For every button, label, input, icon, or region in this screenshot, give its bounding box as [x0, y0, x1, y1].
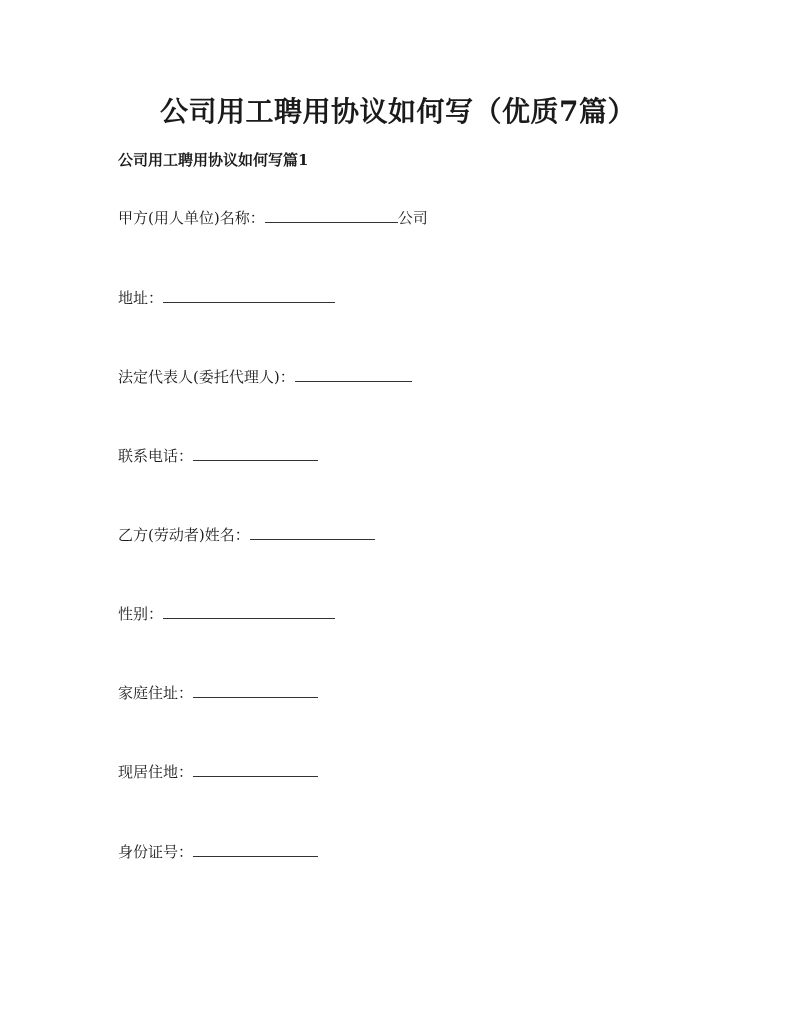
fill-in-blank[interactable]: [163, 288, 335, 303]
field-label: 性别：: [118, 605, 164, 623]
field-home-address: [118, 683, 318, 703]
field-label: 身份证号：: [118, 843, 194, 861]
field-label: 地址：: [118, 289, 164, 307]
section-heading: 公司用工聘用协议如何写篇1: [118, 151, 309, 169]
fill-in-blank[interactable]: [193, 446, 318, 461]
document-title: 公司用工聘用协议如何写（优质7篇）: [160, 95, 636, 128]
field-id-number: [118, 842, 318, 862]
fill-in-blank[interactable]: [193, 683, 318, 698]
field-label: 乙方(劳动者)姓名：: [118, 526, 250, 544]
field-label: 法定代表人(委托代理人)：: [118, 368, 295, 386]
field-current-residence: [118, 762, 318, 782]
fill-in-blank[interactable]: [163, 604, 335, 619]
field-label: 现居住地：: [118, 763, 194, 781]
field-legal-representative: [118, 367, 412, 387]
field-phone: [118, 446, 318, 466]
field-gender: [118, 604, 335, 624]
fill-in-blank[interactable]: [250, 525, 375, 540]
field-label: 甲方(用人单位)名称：: [118, 209, 265, 227]
fill-in-blank[interactable]: [193, 842, 318, 857]
field-label: 联系电话：: [118, 447, 194, 465]
fill-in-blank[interactable]: [295, 367, 412, 382]
fill-in-blank[interactable]: [193, 762, 318, 777]
field-suffix: 公司: [397, 209, 428, 227]
field-address: [118, 288, 335, 308]
field-label: 家庭住址：: [118, 684, 194, 702]
fill-in-blank[interactable]: [265, 208, 398, 223]
field-employer-name: [118, 208, 428, 228]
field-employee-name: [118, 525, 375, 545]
